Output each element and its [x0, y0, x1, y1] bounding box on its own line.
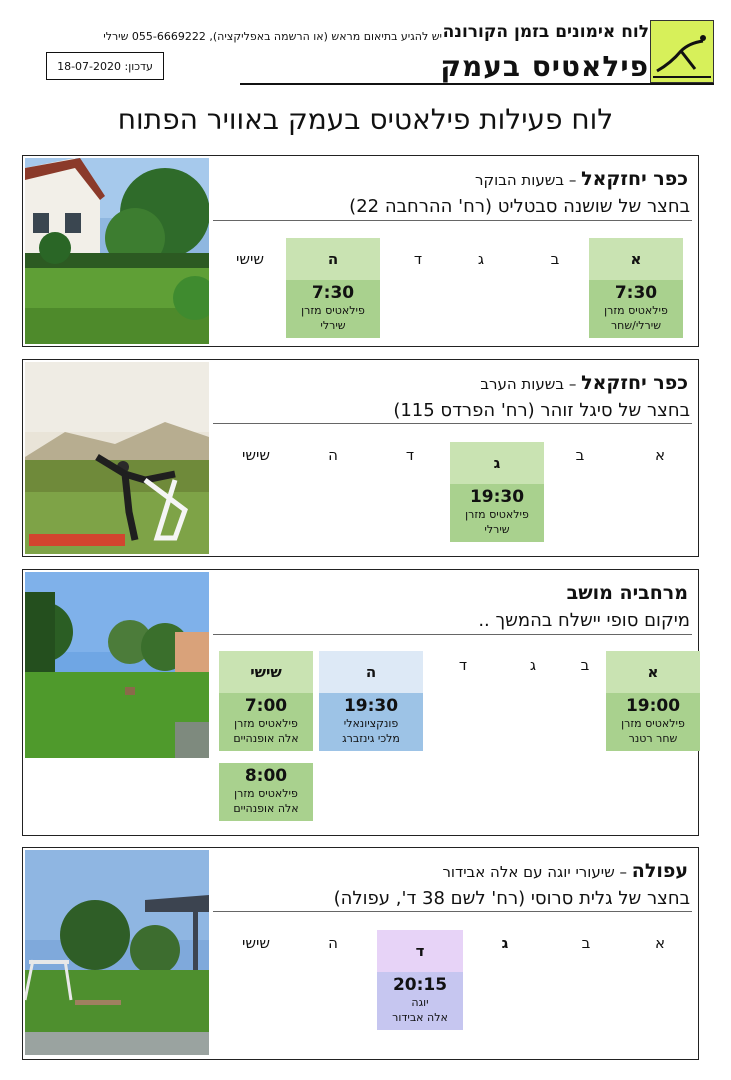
class-activity: פילאטיס מזרן [621, 717, 685, 730]
day-header-shishi: שישי [236, 250, 264, 268]
class-slot[interactable] [450, 484, 544, 542]
day-header-d: ד [377, 930, 463, 972]
day-header-g: ג [450, 442, 544, 484]
pilates-pose-icon [651, 21, 713, 82]
booking-note: יש להגיע בתיאום מראש (או הרשמה באפליקציה), 055-6669222 שירלי [103, 30, 442, 43]
day-header-b: ב [550, 250, 560, 268]
page-title: לוח פעילות פילאטיס בעמק באוויר הפתוח [117, 103, 614, 136]
day-header-a: א [589, 238, 683, 280]
location-photo [25, 572, 209, 758]
day-header-h: ה [328, 934, 338, 952]
schedule-section-kfar-yehezkel-evening [22, 359, 699, 557]
section-divider [213, 220, 692, 221]
class-slot[interactable] [377, 972, 463, 1030]
class-time: 7:00 [244, 696, 288, 716]
section-divider [213, 423, 692, 424]
class-slot[interactable] [219, 693, 313, 751]
day-header-g: ג [529, 656, 537, 674]
location-name: כפר יחזקאל [581, 372, 688, 394]
class-instructor: שירלי [484, 523, 510, 536]
garden-lawn-photo [25, 572, 209, 758]
class-time: 7:30 [614, 283, 658, 303]
class-activity: יוגה [411, 996, 429, 1009]
update-date: עדכון: 18-07-2020 [46, 52, 164, 80]
day-header-a: א [606, 651, 700, 693]
day-header-h: ה [319, 651, 423, 693]
location-line [475, 168, 688, 190]
class-slot[interactable] [286, 280, 380, 338]
class-instructor: אלה אופנהיים [233, 802, 299, 815]
section-divider [213, 911, 692, 912]
day-header-d: ד [413, 250, 423, 268]
class-activity: פילאטיס מזרן [604, 304, 668, 317]
class-instructor: אלה אבידור [392, 1011, 448, 1024]
location-name: עפולה [631, 860, 688, 882]
day-header-g: ג [477, 250, 485, 268]
class-activity: פילאטיס מזרן [301, 304, 365, 317]
class-time: 20:15 [392, 975, 448, 995]
pilates-logo [650, 20, 714, 83]
section-divider [213, 634, 692, 635]
location-address: בחצר של סיגל זוהר (רח' הפרדס 115) [393, 400, 690, 421]
location-line [567, 582, 688, 604]
day-header-d: ד [405, 446, 415, 464]
location-name: כפר יחזקאל [581, 168, 688, 190]
day-header-b: ב [580, 656, 590, 674]
class-instructor: מלכי גינזברג [342, 732, 400, 745]
class-activity: פונקציונאלי [343, 717, 399, 730]
schedule-section-afula [22, 847, 699, 1060]
schedule-section-kfar-yehezkel-morning [22, 155, 699, 347]
class-time: 7:30 [311, 283, 355, 303]
location-line [442, 860, 688, 882]
location-address: בחצר של גלית סרוסי (רח' לשם 38 ד', עפולה) [333, 888, 690, 909]
garden-swing-photo [25, 850, 209, 1055]
class-time: 19:30 [343, 696, 399, 716]
day-header-shishi: שישי [242, 934, 270, 952]
location-photo [25, 362, 209, 554]
location-sub: – בשעות הבוקר [475, 171, 582, 189]
class-activity: פילאטיס מזרן [234, 787, 298, 800]
yoga-pose-photo [25, 362, 209, 554]
class-activity: פילאטיס מזרן [465, 508, 529, 521]
class-time: 19:00 [625, 696, 681, 716]
class-slot[interactable] [219, 763, 313, 821]
day-header-a: א [654, 446, 666, 464]
class-time: 19:30 [469, 487, 525, 507]
day-header-shishi: שישי [219, 651, 313, 693]
brand-name: פילאטיס בעמק [440, 50, 649, 83]
day-header-g: ג [501, 934, 509, 952]
class-instructor: שירלי [320, 319, 346, 332]
location-photo [25, 158, 209, 344]
header-title: לוח אימונים בזמן הקורונה [442, 22, 649, 42]
class-instructor: שחר רטנר [628, 732, 678, 745]
location-sub: – שיעורי יוגה עם אלה אבידור [442, 863, 632, 881]
schedule-section-merhavia [22, 569, 699, 836]
location-sub: – בשעות הערב [480, 375, 582, 393]
class-instructor: אלה אופנהיים [233, 732, 299, 745]
location-address: מיקום סופי יישלח בהמשך .. [478, 610, 690, 631]
day-header-b: ב [575, 446, 585, 464]
day-header-h: ה [286, 238, 380, 280]
garden-house-photo [25, 158, 209, 344]
day-header-a: א [654, 934, 666, 952]
day-header-shishi: שישי [242, 446, 270, 464]
location-address: בחצר של שושנה סבטליט (רח' ההרחבה 22) [349, 196, 690, 217]
class-slot[interactable] [606, 693, 700, 751]
day-header-b: ב [581, 934, 591, 952]
day-header-h: ה [328, 446, 338, 464]
class-instructor: שירלי/שחר [610, 319, 662, 332]
class-slot[interactable] [589, 280, 683, 338]
day-header-d: ד [458, 656, 468, 674]
class-slot[interactable] [319, 693, 423, 751]
class-time: 8:00 [244, 766, 288, 786]
location-photo [25, 850, 209, 1055]
location-line [480, 372, 688, 394]
location-name: מרחביה מושב [566, 582, 688, 604]
class-activity: פילאטיס מזרן [234, 717, 298, 730]
header-divider [240, 83, 714, 85]
